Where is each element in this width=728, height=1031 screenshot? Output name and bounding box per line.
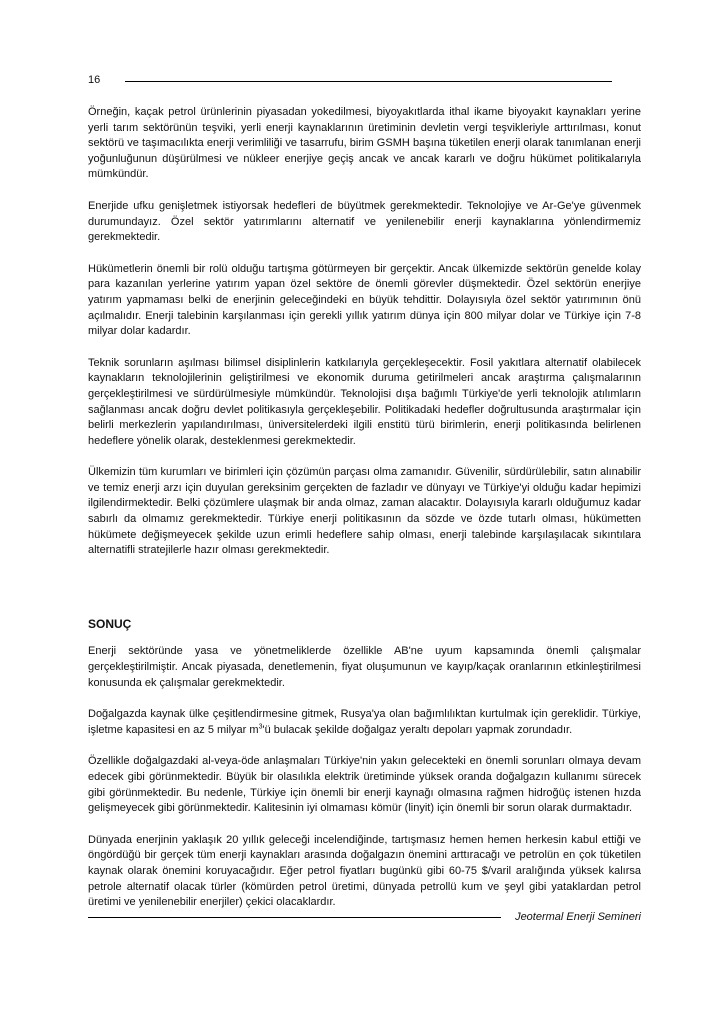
- footer-divider: [88, 917, 501, 918]
- section-spacer: [88, 575, 641, 617]
- page-footer: [88, 910, 641, 926]
- page-number: 16: [88, 74, 101, 86]
- paragraph: Ülkemizin tüm kurumları ve birimleri için çözümün parçası olma zamanıdır. Güvenilir, sürdürülebilir, satın alınabilir ve temiz enerji arzı için duyulan gereksinim gerçekten de fazladır ve dünyayı ve Türkiye'yi olduğu kadar hepimizi ilgilendirmektedir. Belki çözümlere ulaşmak bir anda olmaz, zaman alacaktır. Dolayısıyla kararlı olduğumuz kadar sabırlı da olmamız gerekmektedir. Türkiye enerji politikasının da sözde ve özde tutarlı olması, hükümetten hükümete değişmeyecek şekilde uzun erimli hedeflere sahip olması, enerji talebinde karşılaşılacak sıkıntılara alternatifli stratejilerle hazır olması gerekmektedir.: [88, 466, 641, 557]
- header-divider: [125, 81, 612, 82]
- paragraph: Enerji sektöründe yasa ve yönetmeliklerde özellikle AB'ne uyum kapsamında önemli çalışmalar gerçekleştirilmiştir. Ancak piyasada, denetlemenin, fiyat oluşumunun ve kayıp/kaçak oranlarının etkinleştirilmesi konusunda ek çalışmalar gerekmektedir.: [88, 645, 641, 689]
- paragraph: Teknik sorunların aşılması bilimsel disiplinlerin katkılarıyla gerçekleşecektir. Fosil yakıtlara alternatif olabilecek kaynakların teknolojilerinin geliştirilmesi ve ekonomik duruma getirilmeleri ancak araştırma çalışmalarının gerçekleştirilmesi ve sürdürülmesiyle mümkündür. Teknolojisi dışa bağımlı Türkiye'de yerli teknolojik atılımların sağlanması ancak doğru devlet politikasıyla gerçekleşebilir. Politikadaki hedefler doğrultusunda araştırmalar için belirli merkezlerin yapılandırılması, üniversitelerdeki ilgili enstitü türü birimlerin, enerji politikasında belirlenen hedeflere yönelik olarak, desteklenmesi gerekmektedir.: [88, 356, 641, 447]
- paragraph: Hükümetlerin önemli bir rolü olduğu tartışma götürmeyen bir gerçektir. Ancak ülkemizde sektörün genelde kolay para kazanılan yerlerine yatırım yapan özel sektöre de önemli görevler düşmektedir. Özel sektörün enerjiye yatırım yapmaması belki de enerjinin geleceğindeki en büyük tehdittir. Dolayısıyla özel sektör yatırımının önü açılmalıdır. Enerji talebinin karşılanması için gerekli yıllık yatırım dünya için 800 milyar dolar ve Türkiye için 7-8 milyar dolar kadardır.: [88, 262, 641, 338]
- page-header: [88, 73, 612, 89]
- footer-title: Jeotermal Enerji Semineri: [515, 911, 641, 923]
- paragraph-text: 'ü bulacak şekilde doğalgaz yeraltı depoları yapmak zorundadır.: [262, 723, 573, 736]
- paragraph-text: Doğalgazda kaynak ülke çeşitlendirmesine gitmek, Rusya'ya olan bağımlılıktan kurtulmak için gereklidir. Türkiye, işletme kapasitesi en az 5 milyar m: [88, 708, 641, 736]
- paragraph: [88, 707, 641, 738]
- section-title: SONUÇ: [88, 616, 132, 631]
- paragraph: Dünyada enerjinin yaklaşık 20 yıllık geleceği incelendiğinde, tartışmasız hemen hemen herkesin kabul ettiği ve öngördüğü bir gerçek tüm enerji kaynakları arasında doğalgazın önemini arttıracağı ve petrolün en çok tüketilen kaynak olarak önemini koruyacağıdır. Eğer petrol fiyatları bugünkü gibi 60-75 $/varil aralığında yüksek kalırsa petrole alternatif olacak türler (kömürden petrol üretimi, dünyada petrollü kum ve şeyl gibi yataklardan petrol üretimi ve yenilenebilir enerjiler) çekici olacaklardır.: [88, 833, 641, 909]
- paragraph: Enerjide ufku genişletmek istiyorsak hedefleri de büyütmek gerekmektedir. Teknolojiye ve Ar-Ge'ye güvenmek durumundayız. Özel sektör yatırımlarını alternatif ve yenilenebilir enerji kaynaklarına yönlendirmemiz gerekmektedir.: [88, 199, 641, 244]
- document-body: [88, 105, 641, 927]
- paragraph: Özellikle doğalgazdaki al-veya-öde anlaşmaları Türkiye'nin yakın gelecekteki en önemli sorunları olmaya devam edecek gibi görünmektedir. Büyük bir olasılıkla elektrik üretiminde yüksek oranda doğalgazın kullanımı sürecek gibi görünmektedir. Bu nedenle, Türkiye için önemli bir enerji kaynağı olmasına rağmen hidroğüç istenen hızda gelişmeyecek gibi görünmektedir. Kalitesinin iyi olmaması kömür (linyit) için önemli bir sorun olarak durmaktadır.: [88, 755, 641, 815]
- paragraph: Örneğin, kaçak petrol ürünlerinin piyasadan yokedilmesi, biyoyakıtlarda ithal ikame biyoyakıt kaynakları yerine yerli tarım sektörünün teşviki, yerli enerji kaynaklarının üretiminin devletin vergi teşvikleriyle arttırılması, konut sektörü ve taşımacılıkta enerji verimliliği ve tasarrufu, birim GSMH başına tüketilen enerji olarak tanımlanan enerji yoğunluğunun düşürülmesi ve nükleer enerjiye geçiş ancak ve ancak kararlı ve doğru hükümet politikalarıyla mümkündür.: [88, 106, 641, 181]
- superscript: 3: [258, 723, 263, 731]
